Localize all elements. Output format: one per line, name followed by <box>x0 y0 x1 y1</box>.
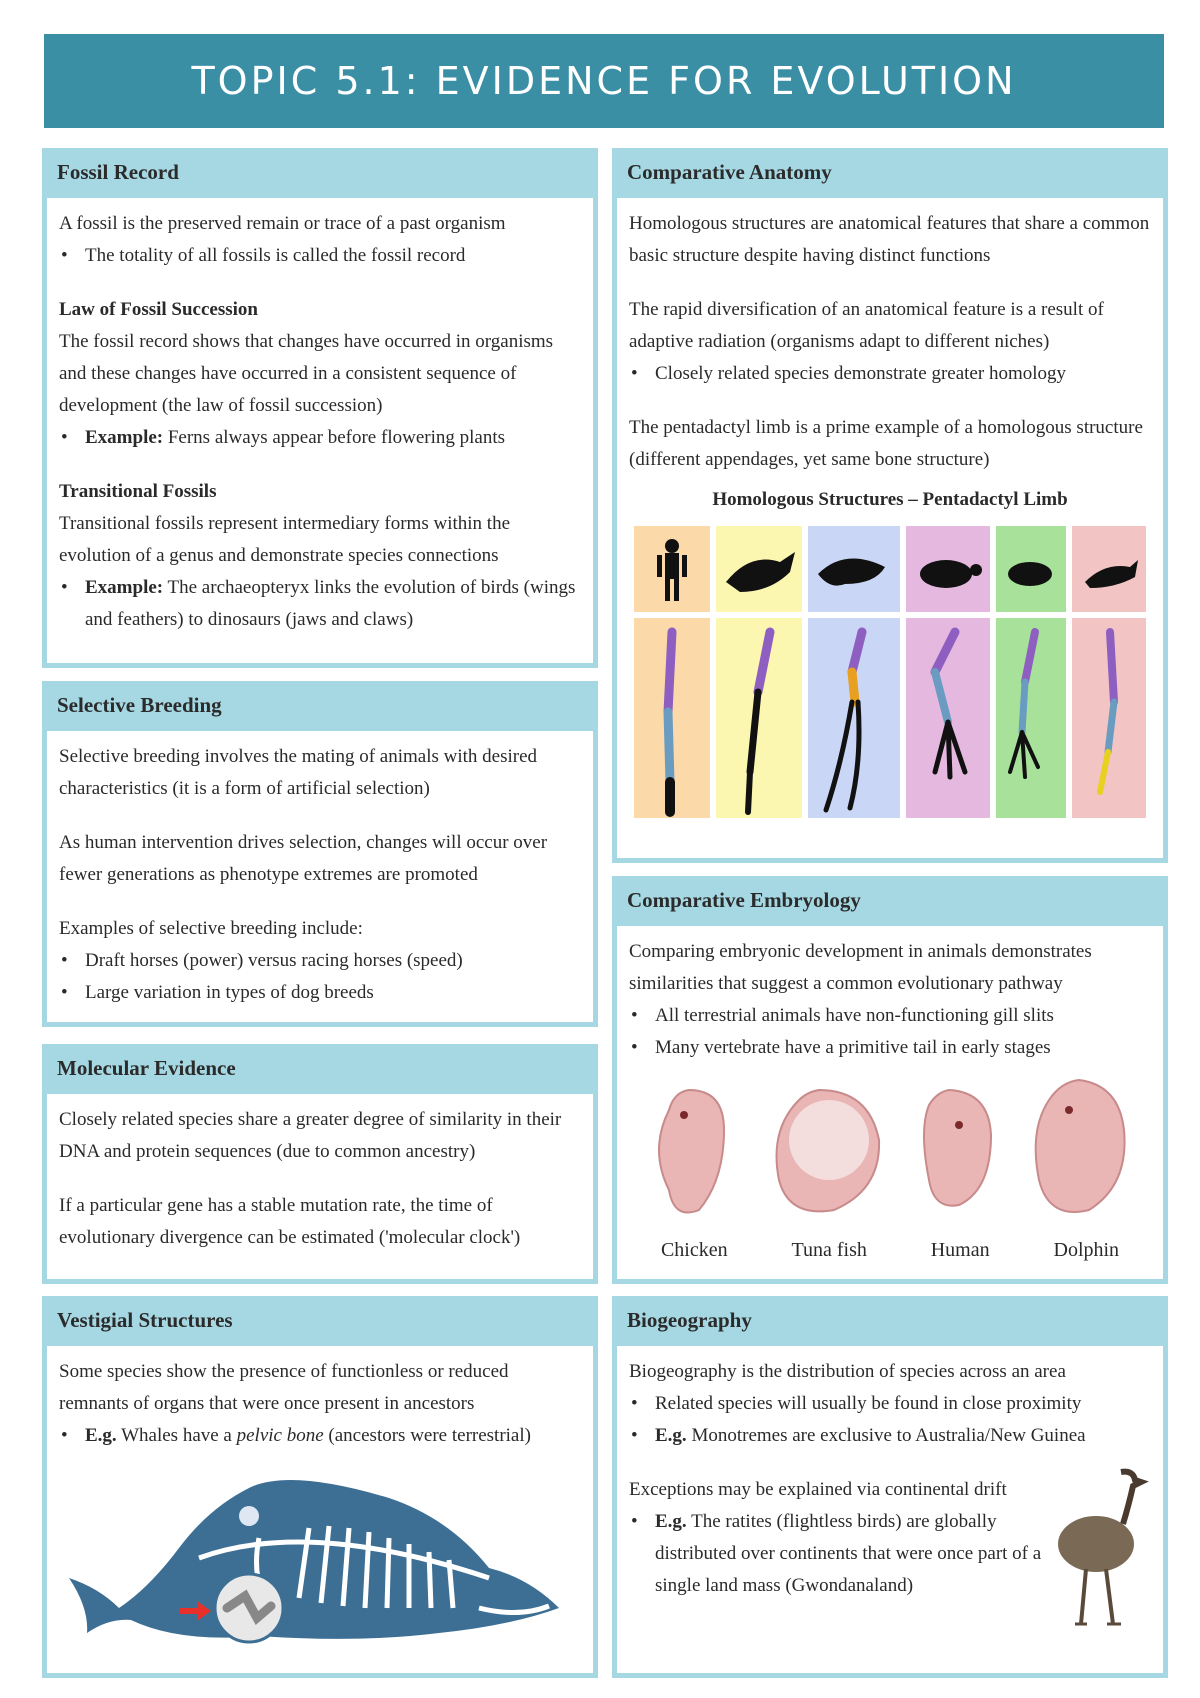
biogeo-bullet-1: • Related species will usually be found in close proximity <box>629 1388 1151 1420</box>
fossil-intro: A fossil is the preserved remain or trace of a past organism <box>59 213 506 234</box>
embryo-label-chicken: Chicken <box>660 1239 728 1261</box>
page-title: TOPIC 5.1: EVIDENCE FOR EVOLUTION <box>191 59 1017 103</box>
anatomy-heading: Comparative Anatomy <box>627 159 832 184</box>
embryology-bullet-1: • All terrestrial animals have non-functioning gill slits <box>629 1000 1151 1032</box>
comparative-embryology-panel <box>612 876 1168 1284</box>
transitional-text: Transitional fossils represent intermediary forms within the evolution of a genus and demonstrate species connections <box>59 513 510 566</box>
embryo-label-dolphin: Dolphin <box>1053 1239 1120 1261</box>
embryology-p1: Comparing embryonic development in animals demonstrates similarities that suggest a common evolutionary pathway <box>629 941 1092 994</box>
molecular-p2: If a particular gene has a stable mutation rate, the time of evolutionary divergence can be estimated ('molecular clock') <box>59 1195 521 1248</box>
selective-bullet-2: • Large variation in types of dog breeds <box>59 977 581 1009</box>
embryology-heading: Comparative Embryology <box>627 887 861 912</box>
emu-illustration <box>1051 1464 1151 1634</box>
law-heading: Law of Fossil Succession <box>59 299 258 320</box>
transitional-heading: Transitional Fossils <box>59 481 217 502</box>
fossil-bullet: • The totality of all fossils is called the fossil record <box>59 240 581 272</box>
molecular-p1: Closely related species share a greater degree of similarity in their DNA and protein sequences (due to common ancestry) <box>59 1109 562 1162</box>
pentadactyl-figure-title: Homologous Structures – Pentadactyl Limb <box>712 489 1068 510</box>
biogeography-panel <box>612 1296 1168 1678</box>
vestigial-heading: Vestigial Structures <box>57 1307 233 1332</box>
biogeography-heading: Biogeography <box>627 1307 752 1332</box>
anatomy-p1: Homologous structures are anatomical features that share a common basic structure despite having distinct functions <box>629 213 1150 266</box>
vestigial-example: • E.g. Whales have a pelvic bone (ancestors were terrestrial) <box>59 1420 581 1452</box>
fossil-record-panel <box>42 148 598 668</box>
transitional-example: • Example: The archaeopteryx links the evolution of birds (wings and feathers) to dinosaurs (jaws and claws) <box>59 572 581 636</box>
anatomy-p2: The rapid diversification of an anatomical feature is a result of adaptive radiation (organisms adapt to different niches) <box>629 299 1104 352</box>
selective-bullet-1: • Draft horses (power) versus racing horses (speed) <box>59 945 581 977</box>
selective-heading: Selective Breeding <box>57 692 222 717</box>
selective-p2: As human intervention drives selection, changes will occur over fewer generations as phenotype extremes are promoted <box>59 832 548 885</box>
selective-p1: Selective breeding involves the mating of animals with desired characteristics (it is a form of artificial selection) <box>59 746 538 799</box>
pentadactyl-limb-figure <box>630 522 1150 822</box>
biogeo-bullet-3: • E.g. The ratites (flightless birds) are globally distributed over continents that were once part of a single land mass (Gwondanaland) <box>629 1506 1049 1602</box>
embryo-label-human: Human <box>930 1239 990 1261</box>
biogeo-p1: Biogeography is the distribution of species across an area <box>629 1361 1066 1382</box>
biogeo-bullet-2: • E.g. Monotremes are exclusive to Australia/New Guinea <box>629 1420 1151 1452</box>
embryo-illustrations <box>629 1070 1149 1230</box>
comparative-anatomy-panel <box>612 148 1168 863</box>
vestigial-p1: Some species show the presence of functionless or reduced remnants of organs that were once present in ancestors <box>59 1361 509 1414</box>
anatomy-p3: The pentadactyl limb is a prime example of a homologous structure (different appendages, yet same bone structure) <box>629 417 1143 470</box>
fossil-record-heading: Fossil Record <box>57 159 179 184</box>
molecular-heading: Molecular Evidence <box>57 1055 236 1080</box>
title-banner <box>44 34 1164 128</box>
selective-breeding-panel <box>42 681 598 1027</box>
whale-skeleton-illustration <box>59 1458 579 1658</box>
embryo-label-tuna: Tuna fish <box>791 1239 867 1261</box>
molecular-panel <box>42 1044 598 1284</box>
selective-p3: Examples of selective breeding include: <box>59 918 363 939</box>
vestigial-panel <box>42 1296 598 1678</box>
embryology-bullet-2: • Many vertebrate have a primitive tail in early stages <box>629 1032 1151 1064</box>
biogeo-p2: Exceptions may be explained via continental drift <box>629 1479 1007 1500</box>
law-text: The fossil record shows that changes have occurred in organisms and these changes have occurred in a consistent sequence of development (the law of fossil succession) <box>59 331 554 416</box>
law-example: • Example: Ferns always appear before flowering plants <box>59 422 581 454</box>
anatomy-bullet: • Closely related species demonstrate greater homology <box>629 358 1151 390</box>
